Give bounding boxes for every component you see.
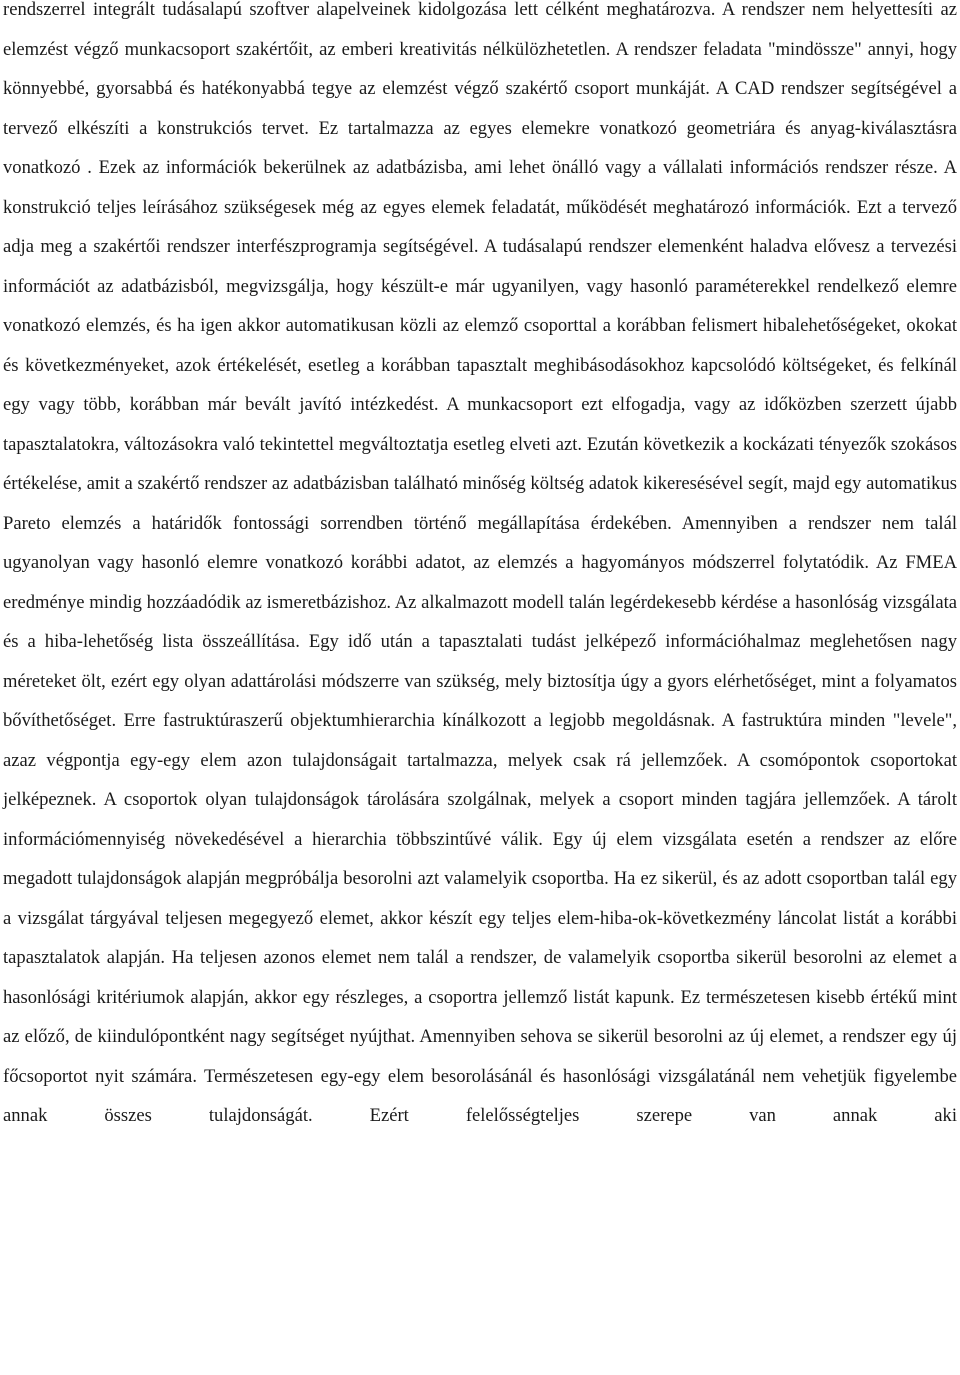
body-paragraph: rendszerrel integrált tudásalapú szoftver alapelveinek kidolgozása lett célként meghatározva. A rendszer nem helyettesíti az elemzést végző munkacsoport szakértőit, az emberi kreativitás nélkülözhetetlen. A rendszer feladata "mindössze" annyi, hogy könnyebbé, gyorsabbá és hatékonyabbá tegye az elemzést végző szakértő csoport munkáját. A CAD rendszer segítségével a tervező elkészíti a konstrukciós tervet. Ez tartalmazza az egyes elemekre vonatkozó geometriára és anyag-kiválasztásra vonatkozó . Ezek az információk bekerülnek az adatbázisba, ami lehet önálló vagy a vállalati információs rendszer része. A konstrukció teljes leírásához szükségesek még az egyes elemek feladatát, működését meghatározó információk. Ezt a tervező adja meg a szakértői rendszer interfészprogramja segítségével. A tudásalapú rendszer elemenként haladva elővesz a tervezési információt az adatbázisból, megvizsgálja, hogy készült-e már ugyanilyen, vagy hasonló paraméterekkel rendelkező elemre vonatkozó elemzés, és ha igen akkor automatikusan közli az elemző csoporttal a korábban felismert hibalehetőségeket, okokat és következményeket, azok értékelését, esetleg a korábban tapasztalt meghibásodásokhoz kapcsolódó költségeket, és felkínál egy vagy több, korábban már bevált javító intézkedést. A munkacsoport ezt elfogadja, vagy az időközben szerzett újabb tapasztalatokra, változásokra való tekintettel megváltoztatja esetleg elveti azt. Ezután következik a kockázati tényezők szokásos értékelése, amit a szakértő rendszer az adatbázisban található minőség költség adatok kikeresésével segít, majd egy automatikus Pareto elemzés a határidők fontossági sorrendben történő megállapítása érdekében. Amennyiben a rendszer nem talál ugyanolyan vagy hasonló elemre vonatkozó korábbi adatot, az elemzés a hagyományos módszerrel folytatódik. Az FMEA eredménye mindig hozzáadódik az ismeretbázishoz. Az alkalmazott modell talán legérdekesebb kérdése a hasonlóság vizsgálata és a hiba-lehetőség lista összeállítása. Egy idő után a tapasztalati tudást jelképező információhalmaz meglehetősen nagy méreteket ölt, ezért egy olyan adattárolási módszerre van szükség, mely biztosítja úgy a gyors elérhetőséget, mint a folyamatos bővíthetőséget. Erre fastruktúraszerű objektumhierarchia kínálkozott a legjobb megoldásnak. A fastruktúra minden "levele", azaz végpontja egy-egy elem azon tulajdonságait tartalmazza, melyek csak rá jellemzőek. A csomópontok csoportokat jelképeznek. A csoportok olyan tulajdonságok tárolására szolgálnak, melyek a csoport minden tagjára jellemzőek. A tárolt információmennyiség növekedésével a hierarchia többszintűvé válik. Egy új elem vizsgálata esetén a rendszer az előre megadott tulajdonságok alapján megpróbálja besorolni azt valamelyik csoportba. Ha ez sikerül, és az adott csoportban talál egy a vizsgálat tárgyával teljesen megegyező elemet, akkor készít egy teljes elem-hiba-ok-következmény láncolat listát a korábbi tapasztalatok alapján. Ha teljesen azonos elemet nem talál a rendszer, de valamelyik csoportba sikerül besorolni az elemet a hasonlósági kritériumok alapján, akkor egy részleges, a csoportra jellemző listát kapunk. Ez természetesen kisebb értékű mint az előző, de kiindulópontként nagy segítséget nyújthat. Amennyiben sehova se sikerül besorolni az új elemet, a rendszer egy új főcsoportot nyit számára. Természetesen egy-egy elem besorolásánál és hasonlósági vizsgálatánál nem vehetjük figyelembe annak összes tulajdonságát. Ezért felelősségteljes szerepe van annak aki [3,0,957,1126]
